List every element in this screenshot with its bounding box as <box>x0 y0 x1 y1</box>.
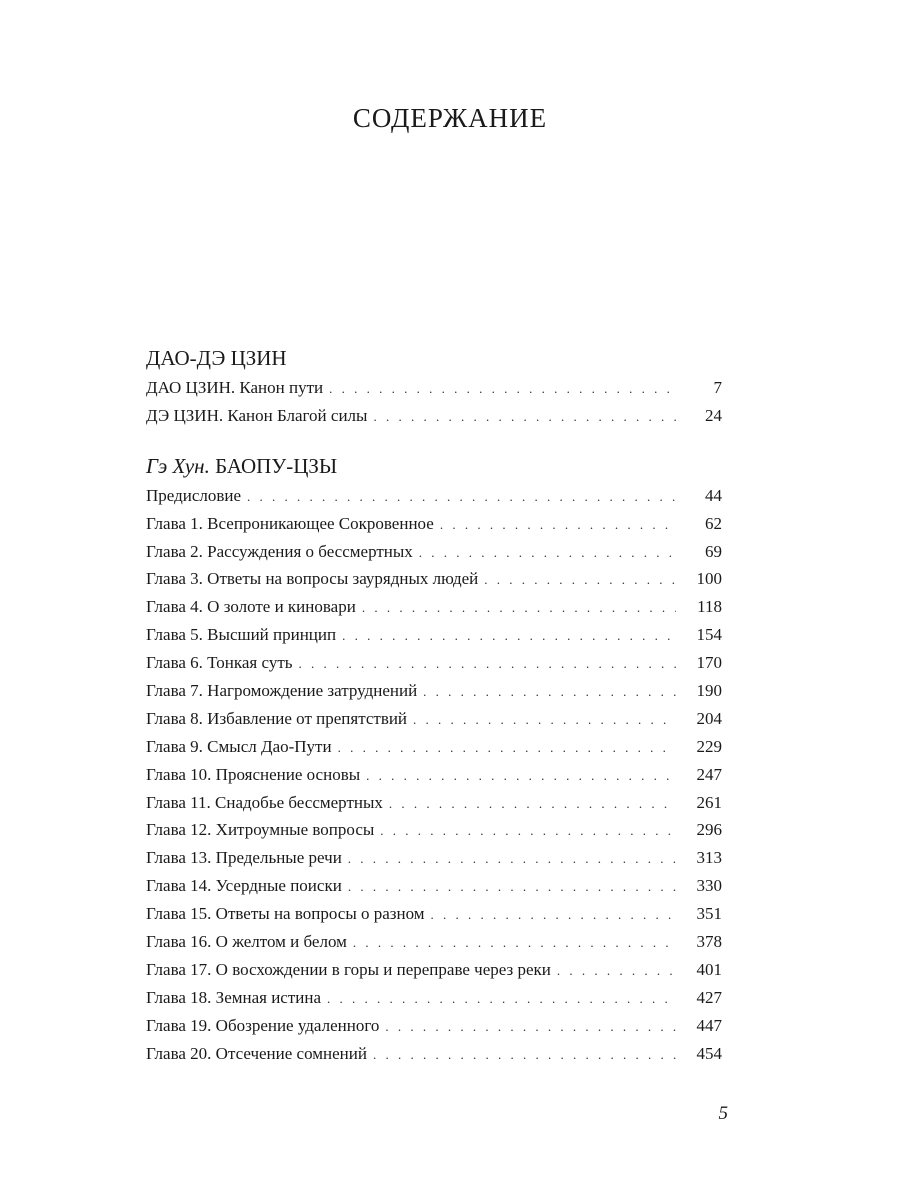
toc-entry <box>146 956 722 984</box>
section-title: БАОПУ-ЦЗЫ <box>215 453 338 478</box>
dot-leader <box>373 1041 676 1069</box>
toc-entry-label: Глава 11. Снадобье бессмертных <box>146 792 383 812</box>
dot-leader <box>440 511 676 539</box>
toc-entry-label: Глава 4. О золоте и киновари <box>146 597 356 617</box>
toc-entry-label: Глава 1. Всепроникающее Сокровенное <box>146 513 434 533</box>
section-heading <box>146 344 722 372</box>
dot-leader <box>348 845 676 873</box>
toc-entry-page: 154 <box>696 625 722 645</box>
toc-entry-label: Глава 12. Хитроумные вопросы <box>146 820 375 840</box>
toc-entry <box>146 872 722 900</box>
toc-entry <box>146 816 722 844</box>
toc-entry-page: 100 <box>696 569 722 589</box>
toc-entry <box>146 482 722 510</box>
dot-leader <box>247 483 676 511</box>
toc-entry-page: 62 <box>705 513 722 533</box>
toc-entry <box>146 538 722 566</box>
toc-entry-label: Глава 5. Высший принцип <box>146 625 337 645</box>
page-number: 5 <box>718 1103 728 1124</box>
toc-entry-page: 351 <box>696 904 722 924</box>
toc-entry <box>146 510 722 538</box>
toc-entry-page: 170 <box>696 653 722 673</box>
toc-entry-label: Глава 2. Рассуждения о бессмертных <box>146 541 413 561</box>
toc-entry-label: Глава 6. Тонкая суть <box>146 653 293 673</box>
dot-leader <box>413 706 676 734</box>
toc-entry-page: 204 <box>696 708 722 728</box>
toc-entry-label: Глава 17. О восхождении в горы и переправе через реки <box>146 959 551 979</box>
toc-entry-label: Глава 15. Ответы на вопросы о разном <box>146 904 425 924</box>
toc-entry <box>146 844 722 872</box>
dot-leader <box>299 650 676 678</box>
page-title: СОДЕРЖАНИЕ <box>352 103 548 133</box>
toc-entry-label: Глава 20. Отсечение сомнений <box>146 1043 367 1063</box>
toc-entry-label: Глава 8. Избавление от препятствий <box>146 708 408 728</box>
toc-entry-page: 313 <box>696 848 722 868</box>
dot-leader <box>380 817 676 845</box>
dot-leader <box>342 622 676 650</box>
toc-entry-page: 427 <box>696 987 722 1007</box>
toc-entry-page: 454 <box>696 1043 722 1063</box>
toc-entry <box>146 374 722 402</box>
toc-entry-page: 330 <box>696 876 722 896</box>
section-heading <box>146 452 722 480</box>
dot-leader <box>484 566 676 594</box>
toc-entry-page: 24 <box>705 405 722 425</box>
table-of-contents <box>146 344 722 1067</box>
toc-entry <box>146 677 722 705</box>
section-author: Гэ Хун. <box>146 453 210 478</box>
dot-leader <box>431 901 676 929</box>
toc-entry-page: 447 <box>696 1015 722 1035</box>
toc-entry <box>146 733 722 761</box>
toc-entry <box>146 705 722 733</box>
toc-entry-page: 44 <box>705 485 722 505</box>
toc-entry <box>146 900 722 928</box>
toc-entry-label: Глава 9. Смысл Дао-Пути <box>146 736 332 756</box>
toc-entry <box>146 565 722 593</box>
dot-leader <box>327 985 676 1013</box>
toc-entry-page: 378 <box>696 932 722 952</box>
toc-entry-label: Глава 3. Ответы на вопросы заурядных людей <box>146 569 479 589</box>
toc-entry-page: 118 <box>697 597 722 617</box>
dot-leader <box>423 678 676 706</box>
toc-section <box>146 452 722 1068</box>
dot-leader <box>366 762 676 790</box>
toc-entry-label: Глава 13. Предельные речи <box>146 848 342 868</box>
toc-entry-label: Глава 14. Усердные поиски <box>146 876 342 896</box>
toc-entry-label: Глава 10. Прояснение основы <box>146 764 361 784</box>
dot-leader <box>373 403 676 431</box>
toc-entry-page: 261 <box>696 792 722 812</box>
toc-entry-page: 247 <box>696 764 722 784</box>
toc-entry <box>146 402 722 430</box>
dot-leader <box>389 790 676 818</box>
toc-entry-page: 69 <box>705 541 722 561</box>
toc-entry-label: Глава 19. Обозрение удаленного <box>146 1015 380 1035</box>
toc-entry-page: 7 <box>713 378 722 397</box>
toc-entry <box>146 789 722 817</box>
toc-entry-label: Предисловие <box>146 485 242 505</box>
section-title: ДАО-ДЭ ЦЗИН <box>146 346 287 370</box>
toc-section <box>146 344 722 430</box>
toc-entry <box>146 1012 722 1040</box>
dot-leader <box>329 375 676 403</box>
dot-leader <box>353 929 676 957</box>
dot-leader <box>385 1013 676 1041</box>
toc-entry <box>146 649 722 677</box>
toc-entry <box>146 761 722 789</box>
toc-entry-label: ДЭ ЦЗИН. Канон Благой силы <box>146 405 368 425</box>
dot-leader <box>557 957 676 985</box>
toc-entry <box>146 621 722 649</box>
dot-leader <box>362 594 676 622</box>
toc-entry-page: 190 <box>696 681 722 701</box>
dot-leader <box>419 539 676 567</box>
toc-entry-label: Глава 18. Земная истина <box>146 987 322 1007</box>
toc-entry <box>146 984 722 1012</box>
toc-entry-page: 296 <box>696 820 722 840</box>
toc-entry-page: 229 <box>696 736 722 756</box>
dot-leader <box>338 734 676 762</box>
toc-entry <box>146 928 722 956</box>
toc-entry <box>146 593 722 621</box>
toc-entry-page: 401 <box>696 959 722 979</box>
toc-entry-label: Глава 7. Нагромождение затруднений <box>146 681 418 701</box>
dot-leader <box>348 873 676 901</box>
toc-entry-label: Глава 16. О желтом и белом <box>146 932 347 952</box>
toc-entry-label: ДАО ЦЗИН. Канон пути <box>146 378 324 397</box>
toc-entry <box>146 1040 722 1068</box>
